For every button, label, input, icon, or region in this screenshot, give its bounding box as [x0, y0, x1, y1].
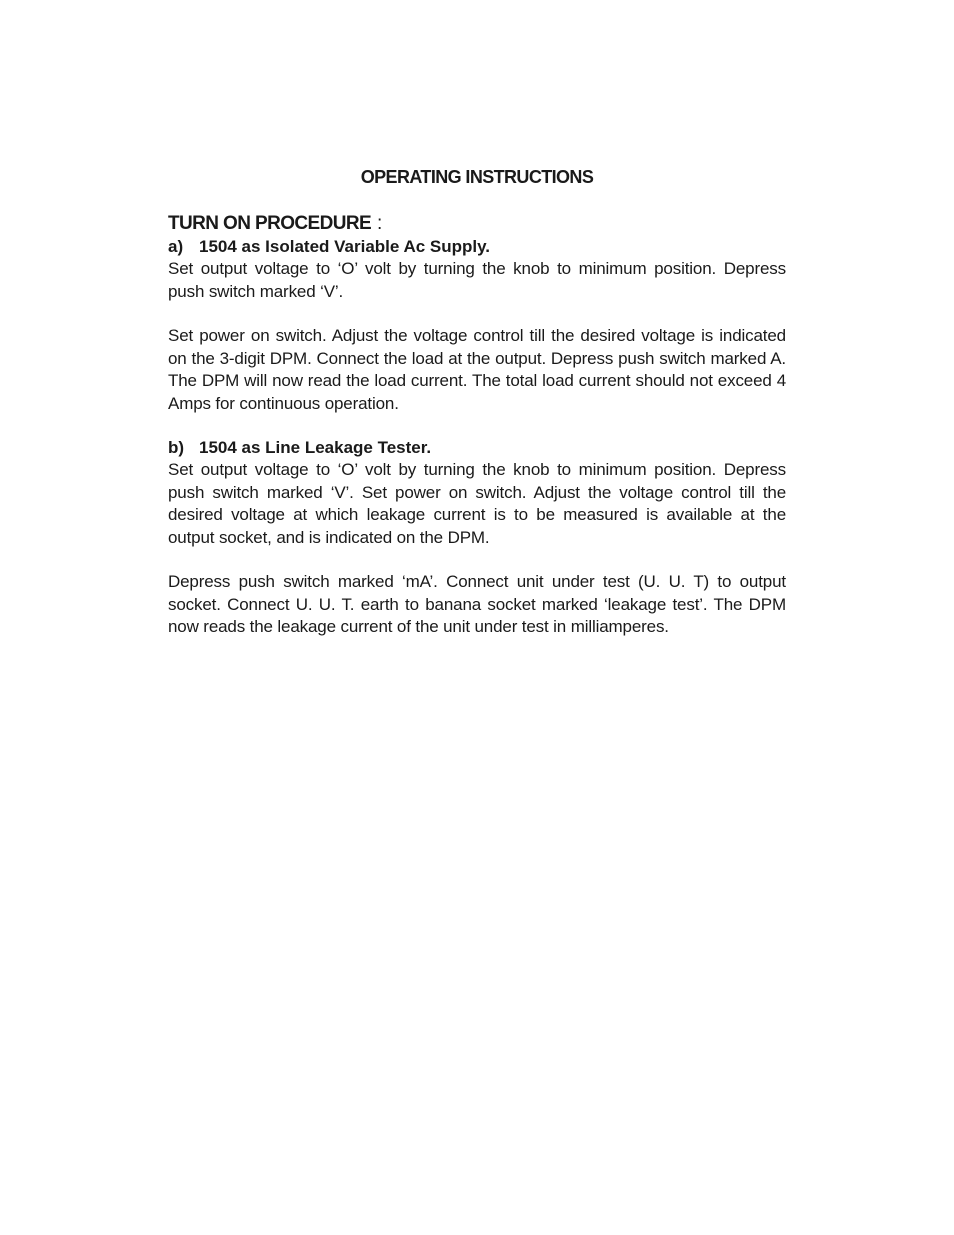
document-page: [168, 164, 786, 639]
procedure-heading: [168, 212, 786, 236]
section-a-marker: a): [168, 237, 184, 256]
section-a-paragraph-1: Set output voltage to ‘O’ volt by turning the knob to minimum position. Depress push switch marked ‘V’.: [168, 259, 786, 301]
section-b-heading: [168, 437, 786, 459]
document-title: OPERATING INSTRUCTIONS: [360, 167, 594, 187]
procedure-heading-colon: :: [377, 213, 383, 234]
section-a: [168, 236, 786, 415]
section-b-marker: b): [168, 438, 185, 457]
section-b-paragraph-1: Set output voltage to ‘O’ volt by turning the knob to minimum position. Depress push switch marked ‘V’. Set power on switch. Adjust the voltage control till the desired voltage at which leakage current is to be measured is available at the output socket, and is indicated on the DPM.: [168, 460, 786, 547]
section-b: [168, 437, 786, 639]
section-a-heading: [168, 236, 786, 258]
procedure-heading-text: TURN ON PROCEDURE: [168, 213, 372, 234]
section-a-title: 1504 as Isolated Variable Ac Supply.: [199, 237, 491, 256]
section-a-paragraph-2: Set power on switch. Adjust the voltage control till the desired voltage is indicated on the 3-digit DPM. Connect the load at the output. Depress push switch marked A. The DPM will now read the load current. The total load current should not exceed 4 Amps for continuous operation.: [168, 326, 786, 413]
section-b-paragraph-2: Depress push switch marked ‘mA’. Connect unit under test (U. U. T) to output socket. Connect U. U. T. earth to banana socket marked ‘leakage test’. The DPM now reads the leakage current of the unit under test in milliamperes.: [168, 572, 786, 636]
section-b-title: 1504 as Line Leakage Tester.: [199, 438, 432, 457]
